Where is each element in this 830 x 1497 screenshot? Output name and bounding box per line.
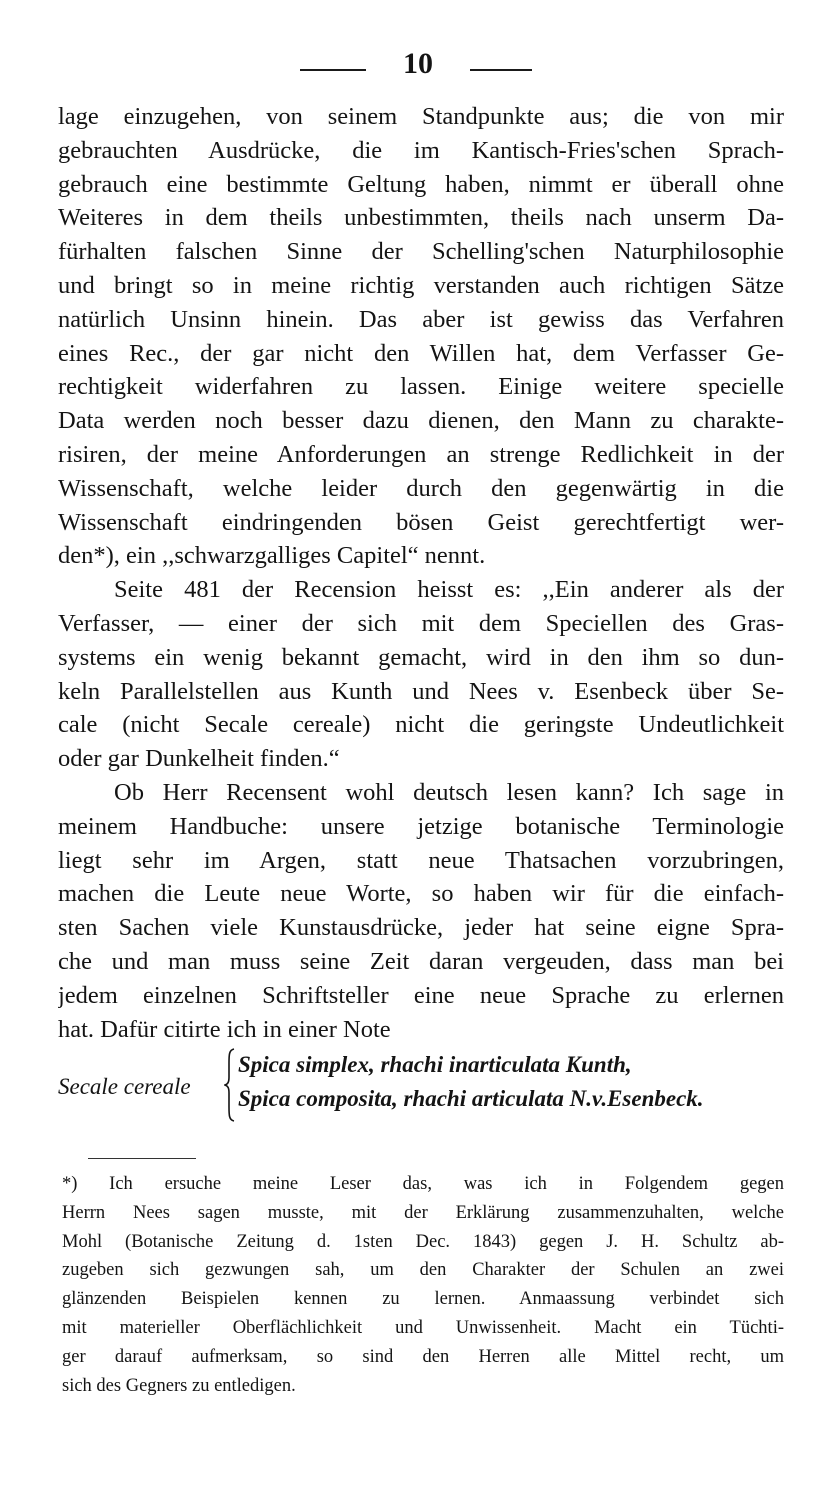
footnote-line: ger darauf aufmerksam, so sind den Herren alle Mittel recht, um: [62, 1346, 784, 1367]
main-text: [58, 100, 784, 1046]
text-line: und bringt so in meine richtig verstanden auch richtigen Sätze: [58, 271, 784, 299]
footnote-line: Mohl (Botanische Zeitung d. 1sten Dec. 1843) gegen J. H. Schultz ab-: [62, 1231, 784, 1252]
text-line: che und man muss seine Zeit daran vergeuden, dass man bei: [58, 947, 784, 975]
page-header: [0, 44, 830, 84]
text-line: jedem einzelnen Schriftsteller eine neue Sprache zu erlernen: [58, 981, 784, 1009]
text-line: Wissenschaft, welche leider durch den gegenwärtig in die: [58, 474, 784, 502]
text-line: Ob Herr Recensent wohl deutsch lesen kann? Ich sage in: [114, 778, 784, 806]
text-line: Weiteres in dem theils unbestimmten, theils nach unserm Da-: [58, 204, 784, 232]
formula-term: Secale cereale: [58, 1074, 191, 1099]
text-line: systems ein wenig bekannt gemacht, wird in den ihm so dun-: [58, 643, 784, 671]
header-rule-right: [470, 69, 532, 71]
formula-row-2: Spica composita, rhachi articulata N.v.Esenbeck.: [238, 1086, 704, 1111]
footnote-line: Herrn Nees sagen musste, mit der Erklärung zusammenzuhalten, welche: [62, 1202, 784, 1223]
text-line: rechtigkeit widerfahren zu lassen. Einige weitere specielle: [58, 373, 784, 401]
text-line: oder gar Dunkelheit finden.“: [58, 745, 340, 773]
text-line: Verfasser, — einer der sich mit dem Speciellen des Gras-: [58, 609, 784, 637]
text-line: sten Sachen viele Kunstausdrücke, jeder hat seine eigne Spra-: [58, 914, 784, 942]
text-line: hat. Dafür citirte ich in einer Note: [58, 1015, 391, 1043]
footnote-line: zugeben sich gezwungen sah, um den Charakter der Schulen an zwei: [62, 1260, 784, 1281]
curly-brace-icon: [224, 1047, 236, 1123]
text-line: eines Rec., der gar nicht den Willen hat, dem Verfasser Ge-: [58, 339, 784, 367]
text-line: risiren, der meine Anforderungen an strenge Redlichkeit in der: [58, 440, 784, 468]
text-line: gebrauch eine bestimmte Geltung haben, nimmt er überall ohne: [58, 170, 784, 198]
footnote-line: mit materieller Oberflächlichkeit und Unwissenheit. Macht ein Tüchti-: [62, 1317, 784, 1338]
text-line: natürlich Unsinn hinein. Das aber ist gewiss das Verfahren: [58, 305, 784, 333]
text-line: machen die Leute neue Worte, so haben wir für die einfach-: [58, 880, 784, 908]
text-line: keln Parallelstellen aus Kunth und Nees v. Esenbeck über Se-: [58, 677, 784, 705]
text-line: fürhalten falschen Sinne der Schelling'schen Naturphilosophie: [58, 238, 784, 266]
footnote-line: sich des Gegners zu entledigen.: [62, 1375, 296, 1396]
page-number: 10: [403, 47, 433, 80]
footnote-line: glänzenden Beispielen kennen zu lernen. Anmaassung verbindet sich: [62, 1289, 784, 1310]
text-line: Seite 481 der Recension heisst es: ,,Ein anderer als der: [114, 576, 784, 604]
text-line: meinem Handbuche: unsere jetzige botanische Terminologie: [58, 812, 784, 840]
text-line: Wissenschaft eindringenden bösen Geist gerechtfertigt wer-: [58, 508, 784, 536]
formula-row-1: Spica simplex, rhachi inarticulata Kunth,: [238, 1052, 632, 1077]
text-line: liegt sehr im Argen, statt neue Thatsachen vorzubringen,: [58, 846, 784, 874]
taxonomy-formula: [58, 1047, 788, 1127]
text-line: gebrauchten Ausdrücke, die im Kantisch-Fries'schen Sprach-: [58, 136, 784, 164]
text-line: Data werden noch besser dazu dienen, den Mann zu charakte-: [58, 407, 784, 435]
text-line: lage einzugehen, von seinem Standpunkte aus; die von mir: [58, 103, 784, 130]
text-line: cale (nicht Secale cereale) nicht die geringste Undeutlichkeit: [58, 711, 784, 739]
header-rule-left: [300, 69, 366, 71]
footnote-divider: [88, 1158, 196, 1159]
text-line: den*), ein ,,schwarzgalliges Capitel“ nennt.: [58, 542, 486, 570]
footnote: [62, 1170, 784, 1400]
footnote-line: *) Ich ersuche meine Leser das, was ich in Folgendem gegen: [62, 1174, 784, 1194]
